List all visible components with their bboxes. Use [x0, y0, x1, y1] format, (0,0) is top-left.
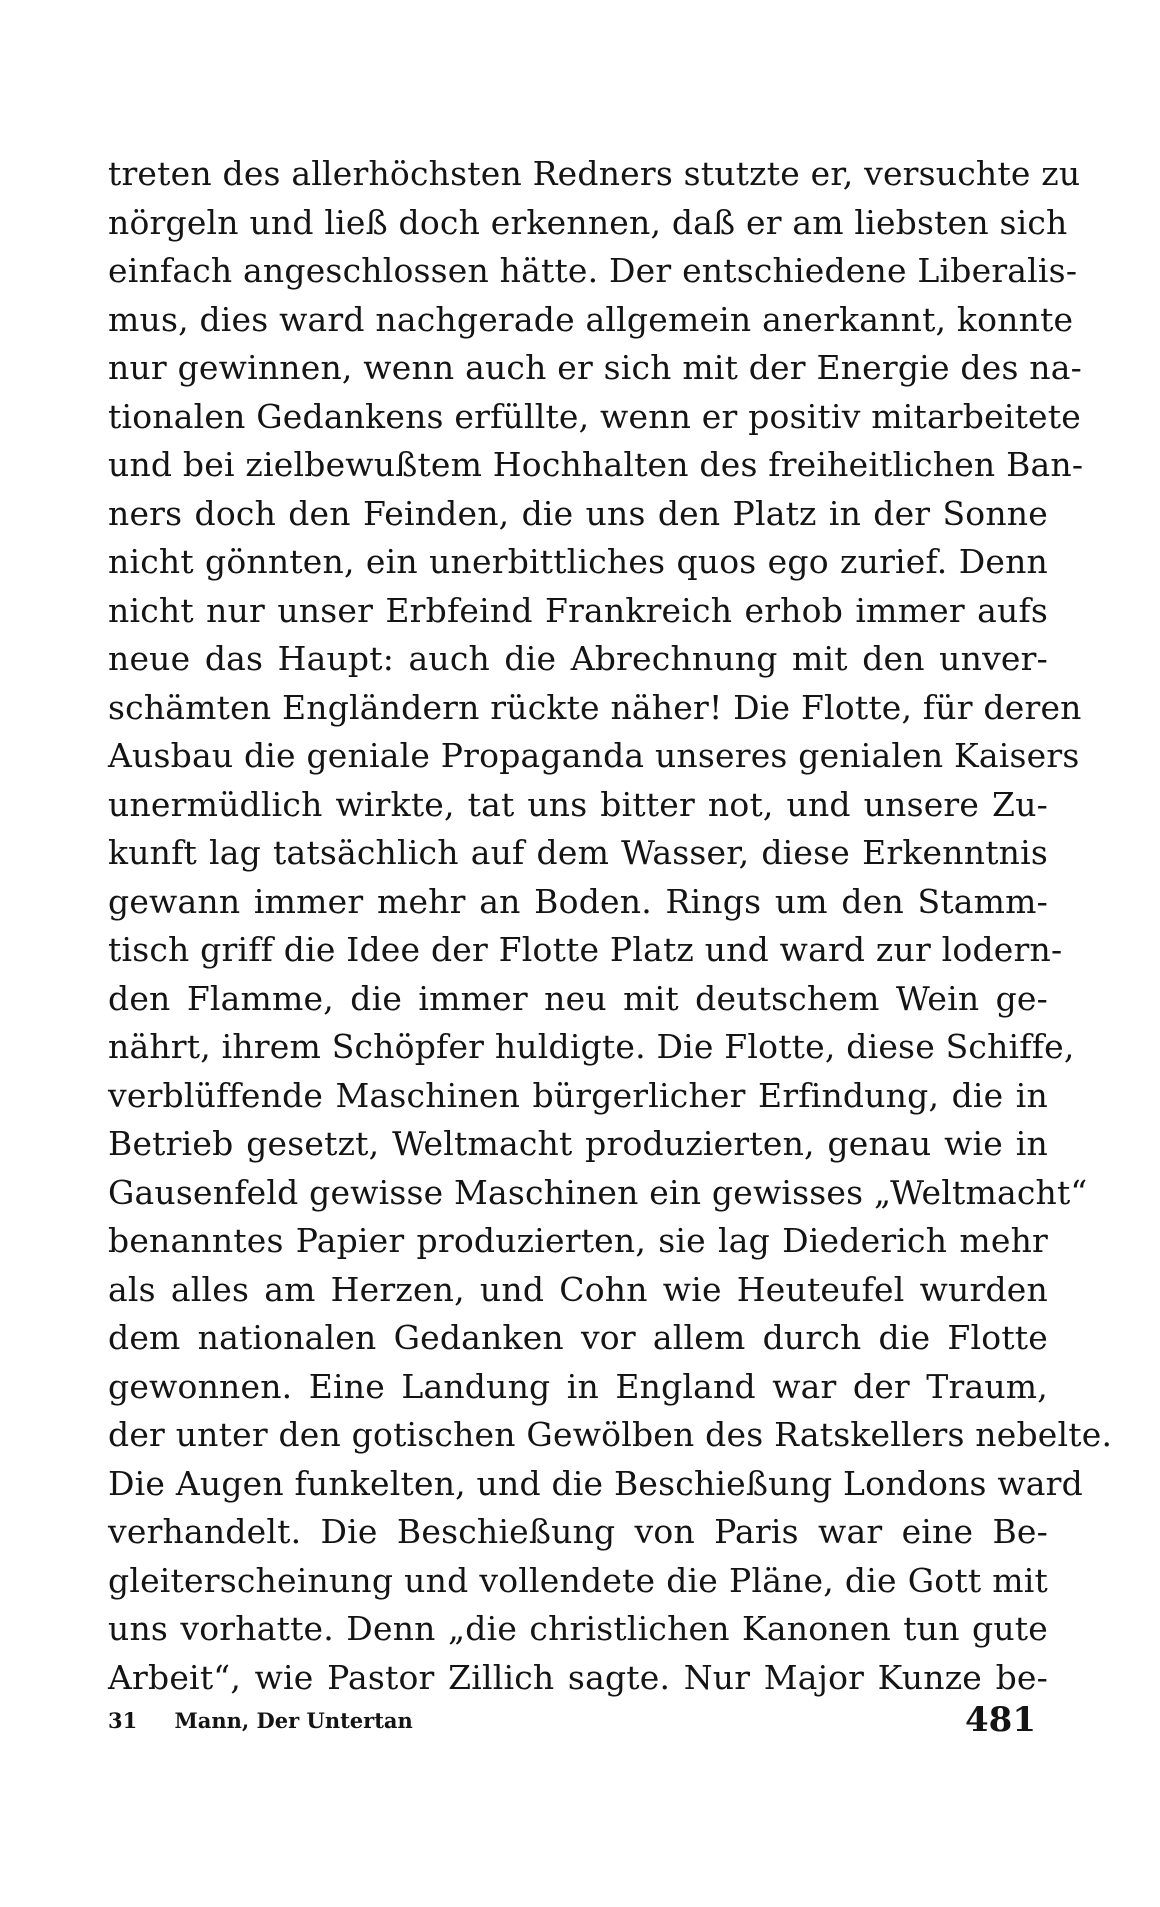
- text-line: verhandelt. Die Beschießung von Paris war eine Be-: [108, 1512, 1048, 1551]
- text-line: den Flamme, die immer neu mit deutschem Wein ge-: [108, 978, 1048, 1018]
- text-line: als alles am Herzen, und Cohn wie Heuteufel wurden: [108, 1269, 1048, 1309]
- text-line: nährt, ihrem Schöpfer huldigte. Die Flotte, diese Schiffe,: [108, 1027, 1075, 1066]
- page-footer: [108, 1700, 1048, 1740]
- text-line: der unter den gotischen Gewölben des Ratskellers nebelte.: [108, 1415, 1113, 1454]
- text-line: Die Augen funkelten, und die Beschießung Londons ward: [108, 1463, 1083, 1503]
- text-line: gleiterscheinung und vollendete die Pläne, die Gott mit: [108, 1560, 1048, 1600]
- signature-title: Mann, Der Untertan: [174, 1708, 413, 1733]
- text-line: nicht gönnten, ein unerbittliches quos ego zurief. Denn: [108, 542, 1048, 581]
- text-line: Gausenfeld gewisse Maschinen ein gewisses „Weltmacht“: [108, 1172, 1088, 1212]
- text-line: nicht nur unser Erbfeind Frankreich erhob immer aufs: [108, 590, 1048, 630]
- text-line: benanntes Papier produzierten, sie lag Diederich mehr: [108, 1221, 1048, 1260]
- text-line: treten des allerhöchsten Redners stutzte er, versuchte zu: [108, 154, 1081, 193]
- body-text: [108, 150, 1113, 1702]
- text-line: tionalen Gedankens erfüllte, wenn er positiv mitarbeitete: [108, 396, 1081, 436]
- text-line: dem nationalen Gedanken vor allem durch die Flotte: [108, 1318, 1048, 1357]
- text-line: Ausbau die geniale Propaganda unseres genialen Kaisers: [108, 736, 1080, 775]
- text-line: uns vorhatte. Denn „die christlichen Kanonen tun gute: [108, 1609, 1048, 1648]
- text-line: verblüffende Maschinen bürgerlicher Erfindung, die in: [108, 1075, 1048, 1115]
- text-line: schämten Engländern rückte näher! Die Flotte, für deren: [108, 687, 1082, 727]
- text-line: einfach angeschlossen hätte. Der entschiedene Liberalis-: [108, 251, 1078, 290]
- text-line: tisch griff die Idee der Flotte Platz und ward zur lodern-: [108, 930, 1063, 969]
- signature-number: 31: [108, 1708, 138, 1733]
- text-line: mus, dies ward nachgerade allgemein anerkannt, konnte: [108, 299, 1074, 339]
- text-line: neue das Haupt: auch die Abrechnung mit den unver-: [108, 639, 1048, 678]
- text-line: Arbeit“, wie Pastor Zillich sagte. Nur Major Kunze be-: [108, 1657, 1048, 1697]
- text-line: nörgeln und ließ doch erkennen, daß er am liebsten sich: [108, 202, 1068, 242]
- text-line: Betrieb gesetzt, Weltmacht produzierten, genau wie in: [108, 1124, 1048, 1163]
- text-line: nur gewinnen, wenn auch er sich mit der Energie des na-: [108, 348, 1082, 387]
- text-line: und bei zielbewußtem Hochhalten des freiheitlichen Ban-: [108, 445, 1084, 484]
- text-line: gewonnen. Eine Landung in England war der Traum,: [108, 1366, 1048, 1406]
- page-number: 481: [965, 1700, 1036, 1740]
- text-line: ners doch den Feinden, die uns den Platz in der Sonne: [108, 493, 1048, 533]
- text-line: kunft lag tatsächlich auf dem Wasser, diese Erkenntnis: [108, 833, 1048, 872]
- text-line: gewann immer mehr an Boden. Rings um den Stamm-: [108, 881, 1048, 921]
- printer-signature: [108, 1708, 413, 1733]
- text-line: unermüdlich wirkte, tat uns bitter not, und unsere Zu-: [108, 784, 1048, 824]
